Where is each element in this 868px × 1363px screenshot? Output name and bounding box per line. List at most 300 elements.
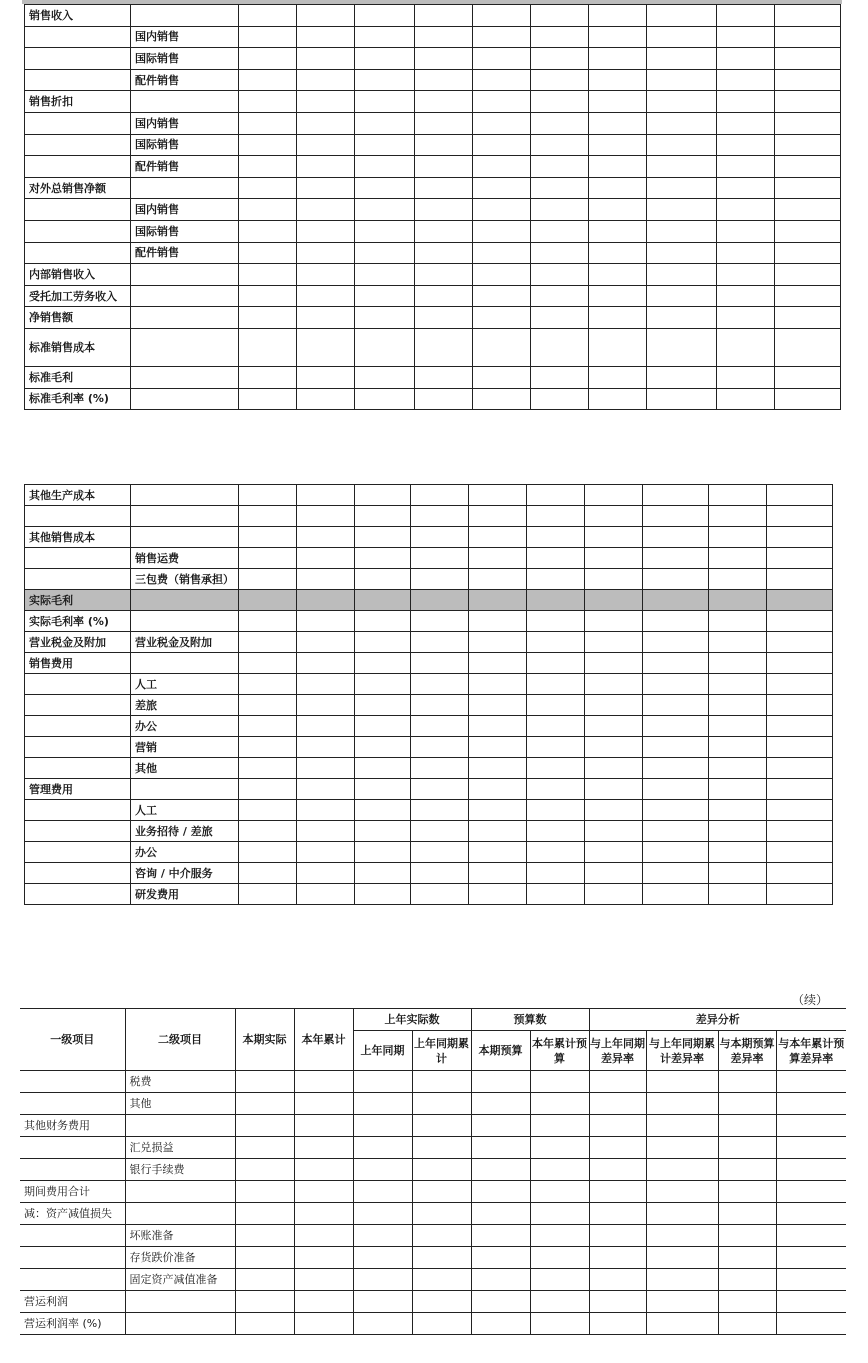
value-cell[interactable] bbox=[709, 863, 767, 884]
value-cell[interactable] bbox=[355, 590, 411, 611]
value-cell[interactable] bbox=[717, 388, 775, 410]
value-cell[interactable] bbox=[471, 1269, 530, 1291]
value-cell[interactable] bbox=[415, 388, 473, 410]
value-cell[interactable] bbox=[415, 199, 473, 221]
value-cell[interactable] bbox=[709, 884, 767, 905]
value-cell[interactable] bbox=[709, 653, 767, 674]
value-cell[interactable] bbox=[235, 1115, 294, 1137]
value-cell[interactable] bbox=[589, 388, 647, 410]
value-cell[interactable] bbox=[527, 716, 585, 737]
value-cell[interactable] bbox=[471, 1159, 530, 1181]
value-cell[interactable] bbox=[776, 1247, 846, 1269]
value-cell[interactable] bbox=[415, 366, 473, 388]
value-cell[interactable] bbox=[767, 674, 833, 695]
value-cell[interactable] bbox=[469, 779, 527, 800]
value-cell[interactable] bbox=[415, 69, 473, 91]
value-cell[interactable] bbox=[473, 264, 531, 286]
value-cell[interactable] bbox=[473, 5, 531, 27]
value-cell[interactable] bbox=[415, 156, 473, 178]
value-cell[interactable] bbox=[718, 1159, 776, 1181]
value-cell[interactable] bbox=[412, 1159, 471, 1181]
value-cell[interactable] bbox=[355, 26, 415, 48]
value-cell[interactable] bbox=[717, 220, 775, 242]
value-cell[interactable] bbox=[355, 199, 415, 221]
value-cell[interactable] bbox=[589, 177, 647, 199]
value-cell[interactable] bbox=[411, 695, 469, 716]
value-cell[interactable] bbox=[589, 307, 647, 329]
value-cell[interactable] bbox=[297, 264, 355, 286]
value-cell[interactable] bbox=[531, 134, 589, 156]
value-cell[interactable] bbox=[767, 653, 833, 674]
value-cell[interactable] bbox=[239, 590, 297, 611]
value-cell[interactable] bbox=[469, 695, 527, 716]
value-cell[interactable] bbox=[239, 758, 297, 779]
value-cell[interactable] bbox=[411, 611, 469, 632]
value-cell[interactable] bbox=[353, 1115, 412, 1137]
value-cell[interactable] bbox=[297, 366, 355, 388]
value-cell[interactable] bbox=[239, 653, 297, 674]
value-cell[interactable] bbox=[473, 134, 531, 156]
value-cell[interactable] bbox=[647, 242, 717, 264]
value-cell[interactable] bbox=[709, 779, 767, 800]
value-cell[interactable] bbox=[239, 112, 297, 134]
value-cell[interactable] bbox=[471, 1225, 530, 1247]
value-cell[interactable] bbox=[415, 26, 473, 48]
value-cell[interactable] bbox=[353, 1203, 412, 1225]
value-cell[interactable] bbox=[473, 307, 531, 329]
value-cell[interactable] bbox=[239, 632, 297, 653]
value-cell[interactable] bbox=[585, 632, 643, 653]
value-cell[interactable] bbox=[775, 264, 841, 286]
value-cell[interactable] bbox=[717, 112, 775, 134]
value-cell[interactable] bbox=[355, 884, 411, 905]
value-cell[interactable] bbox=[527, 863, 585, 884]
value-cell[interactable] bbox=[469, 884, 527, 905]
value-cell[interactable] bbox=[527, 632, 585, 653]
value-cell[interactable] bbox=[411, 758, 469, 779]
value-cell[interactable] bbox=[527, 821, 585, 842]
value-cell[interactable] bbox=[412, 1137, 471, 1159]
value-cell[interactable] bbox=[717, 5, 775, 27]
value-cell[interactable] bbox=[239, 716, 297, 737]
value-cell[interactable] bbox=[527, 695, 585, 716]
value-cell[interactable] bbox=[239, 821, 297, 842]
value-cell[interactable] bbox=[297, 611, 355, 632]
value-cell[interactable] bbox=[235, 1071, 294, 1093]
value-cell[interactable] bbox=[355, 779, 411, 800]
value-cell[interactable] bbox=[411, 485, 469, 506]
value-cell[interactable] bbox=[469, 758, 527, 779]
value-cell[interactable] bbox=[239, 264, 297, 286]
value-cell[interactable] bbox=[589, 48, 647, 70]
value-cell[interactable] bbox=[412, 1115, 471, 1137]
value-cell[interactable] bbox=[530, 1137, 589, 1159]
value-cell[interactable] bbox=[709, 800, 767, 821]
value-cell[interactable] bbox=[473, 112, 531, 134]
value-cell[interactable] bbox=[643, 632, 709, 653]
value-cell[interactable] bbox=[709, 506, 767, 527]
value-cell[interactable] bbox=[589, 220, 647, 242]
value-cell[interactable] bbox=[530, 1291, 589, 1313]
value-cell[interactable] bbox=[589, 112, 647, 134]
value-cell[interactable] bbox=[717, 69, 775, 91]
value-cell[interactable] bbox=[775, 134, 841, 156]
value-cell[interactable] bbox=[355, 611, 411, 632]
value-cell[interactable] bbox=[473, 199, 531, 221]
value-cell[interactable] bbox=[643, 695, 709, 716]
value-cell[interactable] bbox=[775, 307, 841, 329]
value-cell[interactable] bbox=[531, 328, 589, 366]
value-cell[interactable] bbox=[717, 134, 775, 156]
value-cell[interactable] bbox=[235, 1137, 294, 1159]
value-cell[interactable] bbox=[531, 242, 589, 264]
value-cell[interactable] bbox=[469, 590, 527, 611]
value-cell[interactable] bbox=[239, 91, 297, 113]
value-cell[interactable] bbox=[530, 1115, 589, 1137]
value-cell[interactable] bbox=[527, 611, 585, 632]
value-cell[interactable] bbox=[415, 264, 473, 286]
value-cell[interactable] bbox=[411, 632, 469, 653]
value-cell[interactable] bbox=[585, 590, 643, 611]
value-cell[interactable] bbox=[646, 1269, 718, 1291]
value-cell[interactable] bbox=[297, 737, 355, 758]
value-cell[interactable] bbox=[643, 884, 709, 905]
value-cell[interactable] bbox=[589, 1159, 646, 1181]
value-cell[interactable] bbox=[239, 156, 297, 178]
value-cell[interactable] bbox=[530, 1071, 589, 1093]
value-cell[interactable] bbox=[775, 69, 841, 91]
value-cell[interactable] bbox=[412, 1225, 471, 1247]
value-cell[interactable] bbox=[767, 842, 833, 863]
value-cell[interactable] bbox=[717, 285, 775, 307]
value-cell[interactable] bbox=[589, 1203, 646, 1225]
value-cell[interactable] bbox=[643, 758, 709, 779]
value-cell[interactable] bbox=[469, 821, 527, 842]
value-cell[interactable] bbox=[294, 1269, 353, 1291]
value-cell[interactable] bbox=[239, 800, 297, 821]
value-cell[interactable] bbox=[355, 366, 415, 388]
value-cell[interactable] bbox=[297, 388, 355, 410]
value-cell[interactable] bbox=[239, 674, 297, 695]
value-cell[interactable] bbox=[709, 821, 767, 842]
value-cell[interactable] bbox=[297, 800, 355, 821]
value-cell[interactable] bbox=[589, 69, 647, 91]
value-cell[interactable] bbox=[530, 1247, 589, 1269]
value-cell[interactable] bbox=[775, 112, 841, 134]
value-cell[interactable] bbox=[589, 1313, 646, 1335]
value-cell[interactable] bbox=[527, 485, 585, 506]
value-cell[interactable] bbox=[530, 1203, 589, 1225]
value-cell[interactable] bbox=[473, 285, 531, 307]
value-cell[interactable] bbox=[239, 366, 297, 388]
value-cell[interactable] bbox=[473, 91, 531, 113]
value-cell[interactable] bbox=[353, 1269, 412, 1291]
value-cell[interactable] bbox=[235, 1159, 294, 1181]
value-cell[interactable] bbox=[767, 506, 833, 527]
value-cell[interactable] bbox=[355, 737, 411, 758]
value-cell[interactable] bbox=[469, 716, 527, 737]
value-cell[interactable] bbox=[239, 177, 297, 199]
value-cell[interactable] bbox=[353, 1313, 412, 1335]
value-cell[interactable] bbox=[646, 1291, 718, 1313]
value-cell[interactable] bbox=[647, 134, 717, 156]
value-cell[interactable] bbox=[647, 264, 717, 286]
value-cell[interactable] bbox=[647, 307, 717, 329]
value-cell[interactable] bbox=[647, 26, 717, 48]
value-cell[interactable] bbox=[353, 1071, 412, 1093]
value-cell[interactable] bbox=[589, 26, 647, 48]
value-cell[interactable] bbox=[585, 737, 643, 758]
value-cell[interactable] bbox=[297, 569, 355, 590]
value-cell[interactable] bbox=[353, 1159, 412, 1181]
value-cell[interactable] bbox=[589, 134, 647, 156]
value-cell[interactable] bbox=[530, 1181, 589, 1203]
value-cell[interactable] bbox=[469, 632, 527, 653]
value-cell[interactable] bbox=[585, 863, 643, 884]
value-cell[interactable] bbox=[355, 69, 415, 91]
value-cell[interactable] bbox=[531, 177, 589, 199]
value-cell[interactable] bbox=[297, 590, 355, 611]
value-cell[interactable] bbox=[767, 821, 833, 842]
value-cell[interactable] bbox=[412, 1181, 471, 1203]
value-cell[interactable] bbox=[589, 1181, 646, 1203]
value-cell[interactable] bbox=[355, 569, 411, 590]
value-cell[interactable] bbox=[355, 242, 415, 264]
value-cell[interactable] bbox=[297, 716, 355, 737]
value-cell[interactable] bbox=[294, 1137, 353, 1159]
value-cell[interactable] bbox=[297, 5, 355, 27]
value-cell[interactable] bbox=[646, 1181, 718, 1203]
value-cell[interactable] bbox=[647, 112, 717, 134]
value-cell[interactable] bbox=[527, 842, 585, 863]
value-cell[interactable] bbox=[412, 1203, 471, 1225]
value-cell[interactable] bbox=[473, 328, 531, 366]
value-cell[interactable] bbox=[531, 307, 589, 329]
value-cell[interactable] bbox=[585, 716, 643, 737]
value-cell[interactable] bbox=[469, 653, 527, 674]
value-cell[interactable] bbox=[585, 779, 643, 800]
value-cell[interactable] bbox=[717, 366, 775, 388]
value-cell[interactable] bbox=[530, 1093, 589, 1115]
value-cell[interactable] bbox=[473, 156, 531, 178]
value-cell[interactable] bbox=[709, 548, 767, 569]
value-cell[interactable] bbox=[353, 1093, 412, 1115]
value-cell[interactable] bbox=[235, 1313, 294, 1335]
value-cell[interactable] bbox=[775, 177, 841, 199]
value-cell[interactable] bbox=[294, 1291, 353, 1313]
value-cell[interactable] bbox=[717, 199, 775, 221]
value-cell[interactable] bbox=[776, 1181, 846, 1203]
value-cell[interactable] bbox=[297, 527, 355, 548]
value-cell[interactable] bbox=[585, 485, 643, 506]
value-cell[interactable] bbox=[647, 69, 717, 91]
value-cell[interactable] bbox=[297, 242, 355, 264]
value-cell[interactable] bbox=[717, 242, 775, 264]
value-cell[interactable] bbox=[718, 1313, 776, 1335]
value-cell[interactable] bbox=[239, 527, 297, 548]
value-cell[interactable] bbox=[585, 611, 643, 632]
value-cell[interactable] bbox=[585, 695, 643, 716]
value-cell[interactable] bbox=[411, 737, 469, 758]
value-cell[interactable] bbox=[775, 220, 841, 242]
value-cell[interactable] bbox=[767, 884, 833, 905]
value-cell[interactable] bbox=[643, 737, 709, 758]
value-cell[interactable] bbox=[775, 388, 841, 410]
value-cell[interactable] bbox=[355, 328, 415, 366]
value-cell[interactable] bbox=[239, 506, 297, 527]
value-cell[interactable] bbox=[647, 220, 717, 242]
value-cell[interactable] bbox=[718, 1247, 776, 1269]
value-cell[interactable] bbox=[239, 548, 297, 569]
value-cell[interactable] bbox=[646, 1203, 718, 1225]
value-cell[interactable] bbox=[471, 1313, 530, 1335]
value-cell[interactable] bbox=[767, 716, 833, 737]
value-cell[interactable] bbox=[355, 674, 411, 695]
value-cell[interactable] bbox=[235, 1291, 294, 1313]
value-cell[interactable] bbox=[527, 569, 585, 590]
value-cell[interactable] bbox=[355, 527, 411, 548]
value-cell[interactable] bbox=[718, 1181, 776, 1203]
value-cell[interactable] bbox=[643, 527, 709, 548]
value-cell[interactable] bbox=[411, 569, 469, 590]
value-cell[interactable] bbox=[297, 220, 355, 242]
value-cell[interactable] bbox=[643, 548, 709, 569]
value-cell[interactable] bbox=[589, 1115, 646, 1137]
value-cell[interactable] bbox=[353, 1247, 412, 1269]
value-cell[interactable] bbox=[355, 285, 415, 307]
value-cell[interactable] bbox=[239, 863, 297, 884]
value-cell[interactable] bbox=[297, 285, 355, 307]
value-cell[interactable] bbox=[585, 653, 643, 674]
value-cell[interactable] bbox=[717, 156, 775, 178]
value-cell[interactable] bbox=[718, 1203, 776, 1225]
value-cell[interactable] bbox=[709, 611, 767, 632]
value-cell[interactable] bbox=[355, 134, 415, 156]
value-cell[interactable] bbox=[717, 26, 775, 48]
value-cell[interactable] bbox=[646, 1225, 718, 1247]
value-cell[interactable] bbox=[297, 91, 355, 113]
value-cell[interactable] bbox=[355, 307, 415, 329]
value-cell[interactable] bbox=[643, 821, 709, 842]
value-cell[interactable] bbox=[355, 653, 411, 674]
value-cell[interactable] bbox=[767, 569, 833, 590]
value-cell[interactable] bbox=[471, 1137, 530, 1159]
value-cell[interactable] bbox=[471, 1093, 530, 1115]
value-cell[interactable] bbox=[471, 1115, 530, 1137]
value-cell[interactable] bbox=[297, 112, 355, 134]
value-cell[interactable] bbox=[239, 779, 297, 800]
value-cell[interactable] bbox=[589, 91, 647, 113]
value-cell[interactable] bbox=[411, 590, 469, 611]
value-cell[interactable] bbox=[355, 264, 415, 286]
value-cell[interactable] bbox=[527, 674, 585, 695]
value-cell[interactable] bbox=[767, 611, 833, 632]
value-cell[interactable] bbox=[297, 842, 355, 863]
value-cell[interactable] bbox=[297, 758, 355, 779]
value-cell[interactable] bbox=[776, 1269, 846, 1291]
value-cell[interactable] bbox=[531, 264, 589, 286]
value-cell[interactable] bbox=[767, 632, 833, 653]
value-cell[interactable] bbox=[297, 863, 355, 884]
value-cell[interactable] bbox=[643, 716, 709, 737]
value-cell[interactable] bbox=[469, 611, 527, 632]
value-cell[interactable] bbox=[643, 674, 709, 695]
value-cell[interactable] bbox=[776, 1137, 846, 1159]
value-cell[interactable] bbox=[469, 737, 527, 758]
value-cell[interactable] bbox=[297, 48, 355, 70]
value-cell[interactable] bbox=[473, 48, 531, 70]
value-cell[interactable] bbox=[589, 1247, 646, 1269]
value-cell[interactable] bbox=[717, 48, 775, 70]
value-cell[interactable] bbox=[239, 48, 297, 70]
value-cell[interactable] bbox=[239, 611, 297, 632]
value-cell[interactable] bbox=[767, 779, 833, 800]
value-cell[interactable] bbox=[709, 485, 767, 506]
value-cell[interactable] bbox=[767, 758, 833, 779]
value-cell[interactable] bbox=[469, 485, 527, 506]
value-cell[interactable] bbox=[647, 328, 717, 366]
value-cell[interactable] bbox=[531, 220, 589, 242]
value-cell[interactable] bbox=[355, 388, 415, 410]
value-cell[interactable] bbox=[355, 863, 411, 884]
value-cell[interactable] bbox=[415, 177, 473, 199]
value-cell[interactable] bbox=[647, 366, 717, 388]
value-cell[interactable] bbox=[411, 548, 469, 569]
value-cell[interactable] bbox=[297, 177, 355, 199]
value-cell[interactable] bbox=[355, 156, 415, 178]
value-cell[interactable] bbox=[589, 264, 647, 286]
value-cell[interactable] bbox=[531, 156, 589, 178]
value-cell[interactable] bbox=[585, 800, 643, 821]
value-cell[interactable] bbox=[294, 1093, 353, 1115]
value-cell[interactable] bbox=[415, 328, 473, 366]
value-cell[interactable] bbox=[585, 842, 643, 863]
value-cell[interactable] bbox=[709, 674, 767, 695]
value-cell[interactable] bbox=[647, 91, 717, 113]
value-cell[interactable] bbox=[355, 632, 411, 653]
value-cell[interactable] bbox=[776, 1115, 846, 1137]
value-cell[interactable] bbox=[353, 1291, 412, 1313]
value-cell[interactable] bbox=[415, 285, 473, 307]
value-cell[interactable] bbox=[717, 177, 775, 199]
value-cell[interactable] bbox=[235, 1181, 294, 1203]
value-cell[interactable] bbox=[411, 884, 469, 905]
value-cell[interactable] bbox=[527, 737, 585, 758]
value-cell[interactable] bbox=[775, 199, 841, 221]
value-cell[interactable] bbox=[473, 242, 531, 264]
value-cell[interactable] bbox=[294, 1159, 353, 1181]
value-cell[interactable] bbox=[531, 91, 589, 113]
value-cell[interactable] bbox=[239, 842, 297, 863]
value-cell[interactable] bbox=[412, 1269, 471, 1291]
value-cell[interactable] bbox=[776, 1159, 846, 1181]
value-cell[interactable] bbox=[767, 485, 833, 506]
value-cell[interactable] bbox=[473, 366, 531, 388]
value-cell[interactable] bbox=[775, 242, 841, 264]
value-cell[interactable] bbox=[709, 737, 767, 758]
value-cell[interactable] bbox=[297, 884, 355, 905]
value-cell[interactable] bbox=[589, 1269, 646, 1291]
value-cell[interactable] bbox=[643, 590, 709, 611]
value-cell[interactable] bbox=[643, 779, 709, 800]
value-cell[interactable] bbox=[643, 842, 709, 863]
value-cell[interactable] bbox=[239, 5, 297, 27]
value-cell[interactable] bbox=[297, 695, 355, 716]
value-cell[interactable] bbox=[776, 1203, 846, 1225]
value-cell[interactable] bbox=[411, 674, 469, 695]
value-cell[interactable] bbox=[717, 328, 775, 366]
value-cell[interactable] bbox=[411, 842, 469, 863]
